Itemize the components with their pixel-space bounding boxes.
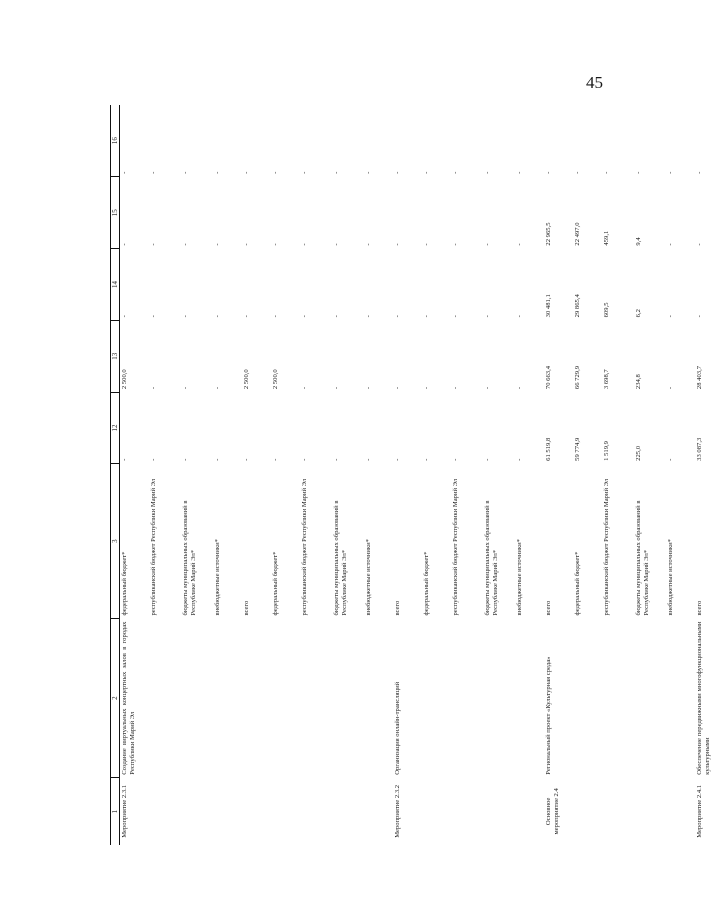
page-number: 45: [586, 73, 603, 92]
value-cell: -: [603, 171, 611, 174]
value-cell: -: [667, 243, 675, 246]
value-cell: -: [667, 171, 675, 174]
value-cell: 59 774,9: [574, 437, 582, 461]
value-cell: -: [301, 171, 309, 174]
value-cell: 30 481,1: [545, 294, 553, 318]
value-cell: -: [516, 386, 524, 390]
value-cell: -: [121, 458, 129, 461]
value-cell: 61 519,8: [545, 437, 553, 461]
value-cell: -: [545, 171, 553, 174]
value-cell: -: [574, 171, 582, 174]
header-cell: 16: [111, 105, 120, 177]
value-cell: 70 663,4: [545, 365, 553, 390]
value-cell: -: [667, 458, 675, 461]
value-cell: -: [394, 315, 402, 318]
value-cell: -: [214, 171, 222, 174]
value-cell: -: [301, 386, 309, 390]
value-cell: 2 500,0: [243, 369, 251, 390]
value-cell: -: [365, 386, 373, 390]
table-row: [695, 105, 724, 845]
budget-table: [110, 105, 724, 845]
value-cell: -: [365, 315, 373, 318]
header-cell: 15: [111, 177, 120, 249]
funding-source-cell: всего: [545, 600, 553, 616]
value-cell: -: [272, 458, 280, 461]
header-cell: 3: [111, 464, 120, 619]
value-cell: -: [365, 171, 373, 174]
value-cell: -: [667, 386, 675, 390]
funding-source-cell: всего: [243, 600, 251, 616]
value-cell: -: [516, 171, 524, 174]
value-cell: -: [182, 315, 190, 318]
funding-source-cell: бюджеты муниципальных образований в Республике Марий Эл*: [635, 500, 651, 616]
value-cell: -: [121, 171, 129, 174]
value-cell: -: [696, 315, 704, 318]
value-cell: -: [333, 171, 341, 174]
funding-source-cell: федеральный бюджет*: [121, 551, 129, 616]
funding-source-cell: федеральный бюджет*: [423, 551, 431, 616]
value-cell: -: [333, 315, 341, 318]
funding-source-cell: республиканский бюджет Республики Марий Эл: [301, 478, 309, 616]
table-row: [393, 105, 422, 845]
value-cell: -: [150, 171, 158, 174]
funding-source-cell: бюджеты муниципальных образований в Республике Марий Эл*: [484, 500, 500, 616]
funding-source-cell: внебюджетные источники*: [214, 539, 222, 616]
funding-source-cell: внебюджетные источники*: [516, 539, 524, 616]
value-cell: -: [484, 458, 492, 461]
value-cell: -: [394, 386, 402, 390]
value-cell: -: [423, 315, 431, 318]
table-row: [544, 105, 573, 845]
value-cell: 459,1: [603, 230, 611, 246]
value-cell: -: [121, 243, 129, 246]
value-cell: -: [121, 315, 129, 318]
value-cell: -: [214, 386, 222, 390]
value-cell: 1 519,9: [603, 441, 611, 461]
value-cell: -: [214, 315, 222, 318]
item-code-cell: Основное мероприятие 2.4: [545, 788, 561, 835]
value-cell: 22 497,0: [574, 222, 582, 246]
funding-source-cell: федеральный бюджет*: [574, 551, 582, 616]
value-cell: 33 087,3: [696, 437, 704, 461]
value-cell: -: [243, 243, 251, 246]
value-cell: -: [272, 315, 280, 318]
value-cell: -: [150, 243, 158, 246]
item-code-cell: Мероприятие 2.3.2: [394, 784, 402, 838]
value-cell: 22 965,5: [545, 222, 553, 246]
value-cell: -: [516, 458, 524, 461]
value-cell: -: [301, 315, 309, 318]
value-cell: 609,5: [603, 302, 611, 318]
value-cell: -: [182, 243, 190, 246]
value-cell: -: [301, 243, 309, 246]
value-cell: -: [214, 458, 222, 461]
header-cell: 12: [111, 392, 120, 464]
value-cell: -: [696, 171, 704, 174]
value-cell: -: [484, 243, 492, 246]
value-cell: -: [635, 171, 643, 174]
item-name-cell: Обеспечение передвижными многофункциональными культурными: [696, 621, 712, 775]
value-cell: -: [394, 243, 402, 246]
value-cell: -: [484, 171, 492, 174]
value-cell: -: [301, 458, 309, 461]
value-cell: -: [272, 243, 280, 246]
value-cell: -: [452, 458, 460, 461]
value-cell: -: [214, 243, 222, 246]
value-cell: -: [182, 458, 190, 461]
value-cell: 28 403,7: [696, 365, 704, 390]
value-cell: -: [333, 243, 341, 246]
funding-source-cell: внебюджетные источники*: [667, 539, 675, 616]
value-cell: -: [150, 458, 158, 461]
value-cell: 234,8: [635, 374, 643, 390]
value-cell: -: [423, 386, 431, 390]
value-cell: -: [333, 386, 341, 390]
header-cell: 2: [111, 619, 120, 778]
funding-source-cell: внебюджетные источники*: [365, 539, 373, 616]
value-cell: -: [182, 386, 190, 390]
value-cell: -: [365, 458, 373, 461]
value-cell: -: [394, 171, 402, 174]
value-cell: 9,4: [635, 237, 643, 246]
value-cell: -: [516, 243, 524, 246]
value-cell: -: [452, 386, 460, 390]
value-cell: -: [243, 315, 251, 318]
funding-source-cell: всего: [394, 600, 402, 616]
value-cell: -: [243, 458, 251, 461]
value-cell: -: [452, 171, 460, 174]
table-row: [120, 105, 150, 845]
value-cell: -: [452, 243, 460, 246]
funding-source-cell: республиканский бюджет Республики Марий Эл: [150, 478, 158, 616]
value-cell: -: [150, 315, 158, 318]
header-cell: 13: [111, 320, 120, 392]
funding-source-cell: федеральный бюджет*: [272, 551, 280, 616]
item-name-cell: Региональный проект «Культурная среда»: [545, 656, 553, 775]
funding-source-cell: бюджеты муниципальных образований в Республике Марий Эл*: [333, 500, 349, 616]
value-cell: -: [423, 171, 431, 174]
value-cell: -: [696, 243, 704, 246]
value-cell: 6,2: [635, 309, 643, 318]
value-cell: -: [423, 458, 431, 461]
value-cell: -: [484, 386, 492, 390]
value-cell: -: [182, 171, 190, 174]
funding-source-cell: бюджеты муниципальных образований в Республике Марий Эл*: [182, 500, 198, 616]
rotated-table-container: [110, 105, 712, 845]
funding-source-cell: республиканский бюджет Республики Марий Эл: [452, 478, 460, 616]
value-cell: -: [667, 315, 675, 318]
value-cell: -: [272, 171, 280, 174]
header-row: [111, 105, 120, 845]
value-cell: 2 500,0: [121, 369, 129, 390]
item-name-cell: Создание виртуальных концертных залов в городах Республики Марий Эл: [121, 621, 137, 775]
funding-source-cell: республиканский бюджет Республики Марий Эл: [603, 478, 611, 616]
value-cell: -: [423, 243, 431, 246]
item-code-cell: Мероприятие 2.4.1: [696, 784, 704, 838]
value-cell: -: [333, 458, 341, 461]
value-cell: -: [243, 171, 251, 174]
value-cell: 3 698,7: [603, 369, 611, 390]
value-cell: 225,0: [635, 445, 643, 461]
item-code-cell: Мероприятие 2.3.1: [121, 784, 129, 838]
value-cell: 66 729,9: [574, 365, 582, 390]
value-cell: 29 865,4: [574, 294, 582, 318]
value-cell: -: [150, 386, 158, 390]
value-cell: 2 500,0: [272, 369, 280, 390]
value-cell: -: [484, 315, 492, 318]
header-cell: 14: [111, 249, 120, 321]
value-cell: -: [365, 243, 373, 246]
value-cell: -: [452, 315, 460, 318]
value-cell: -: [516, 315, 524, 318]
value-cell: -: [394, 458, 402, 461]
funding-source-cell: всего: [696, 600, 704, 616]
item-name-cell: Организация онлайн-трансляций: [394, 681, 402, 775]
header-cell: 1: [111, 778, 120, 845]
